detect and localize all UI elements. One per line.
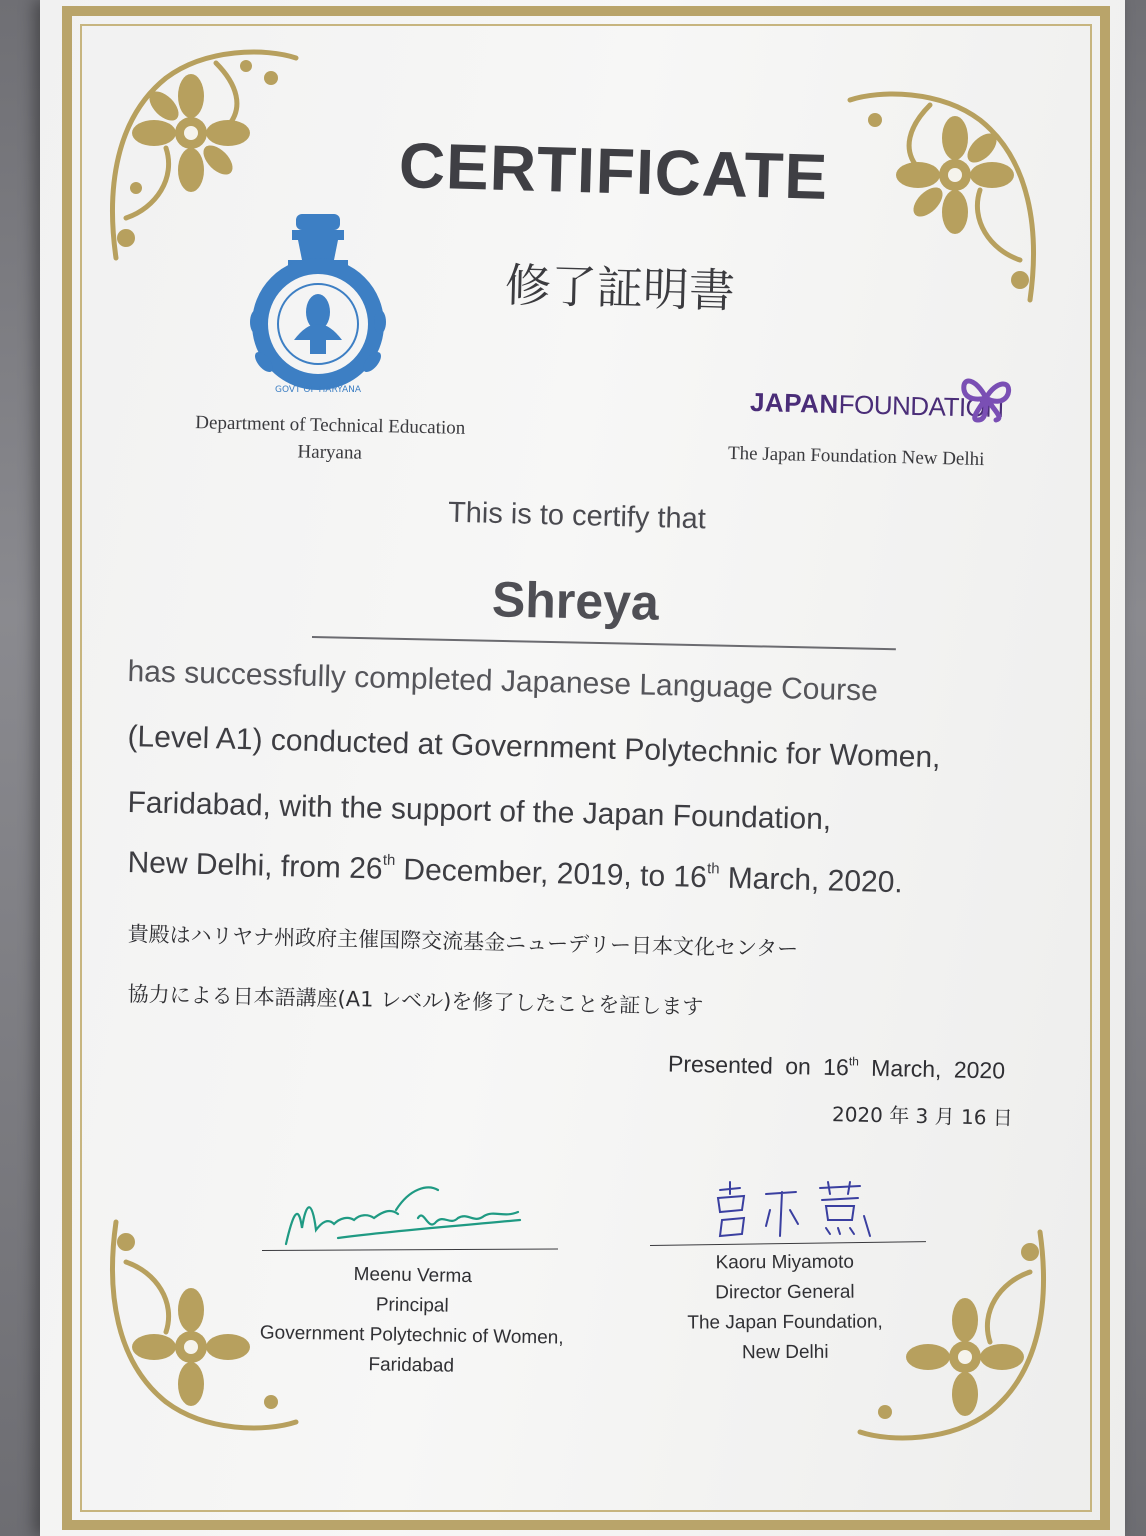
signature-meenu-verma <box>278 1178 528 1252</box>
ordinal-suffix: th <box>706 860 720 878</box>
signatory-name: Kaoru Miyamoto <box>715 1251 854 1274</box>
certificate-title: CERTIFICATE <box>397 128 830 213</box>
signatory-right <box>640 1247 931 1369</box>
signatory-name: Meenu Verma <box>353 1263 473 1288</box>
signatory-left <box>221 1258 603 1385</box>
signatory-org-line-2: New Delhi <box>741 1341 829 1364</box>
butterfly-icon <box>956 370 1016 424</box>
body-line-1: has successfully completed Japanese Language Course <box>127 655 879 708</box>
japan-foundation-subtitle: The Japan Foundation New Delhi <box>727 442 985 471</box>
presented-suffix: March, 2020 <box>858 1054 1006 1084</box>
signatory-title: Director General <box>715 1281 855 1304</box>
body-line-3: Faridabad, with the support of the Japan Foundation, <box>127 786 832 837</box>
body-line-4-part-a: New Delhi, from 26 <box>127 846 384 886</box>
certificate-title-japanese: 修了証明書 <box>504 257 736 319</box>
department-line-2: Haryana <box>297 441 363 464</box>
body-line-2: (Level A1) conducted at Government Polytechnic for Women, <box>127 720 941 775</box>
japanese-text-line-2: 協力による日本語講座(A1 レベル)を修了したことを証します <box>127 981 704 1020</box>
presented-date-japanese: 2020 年 3 月 16 日 <box>831 1102 1014 1130</box>
signatory-org-line-2: Faridabad <box>368 1354 455 1377</box>
signatory-org-line-1: The Japan Foundation, <box>687 1311 883 1334</box>
signatory-title: Principal <box>375 1294 449 1317</box>
logo-bold-text: JAPAN <box>749 386 840 420</box>
certify-intro: This is to certify that <box>447 496 707 536</box>
japanese-text-line-1: 貴殿はハリヤナ州政府主催国際交流基金ニューデリー日本文化センター <box>127 921 799 962</box>
haryana-emblem-icon <box>238 212 398 402</box>
department-line-1: Department of Technical Education <box>195 412 466 439</box>
ordinal-suffix: th <box>382 851 396 869</box>
department-name <box>149 408 510 470</box>
body-line-4-part-c: March, 2020. <box>718 861 904 900</box>
body-line-4-part-b: December, 2019, to 16 <box>394 853 708 895</box>
ordinal-suffix: th <box>848 1054 860 1069</box>
signature-kaoru-miyamoto <box>700 1176 880 1242</box>
corner-ornament-top-right <box>840 80 1050 310</box>
recipient-name: Shreya <box>491 571 660 631</box>
signatory-org-line-1: Government Polytechnic of Women, <box>259 1322 564 1349</box>
emblem-text: GOVT OF HARYANA <box>275 385 361 395</box>
logo-light-text: FOUNDATION <box>838 389 1004 424</box>
presented-prefix: Presented on 16 <box>667 1050 850 1081</box>
